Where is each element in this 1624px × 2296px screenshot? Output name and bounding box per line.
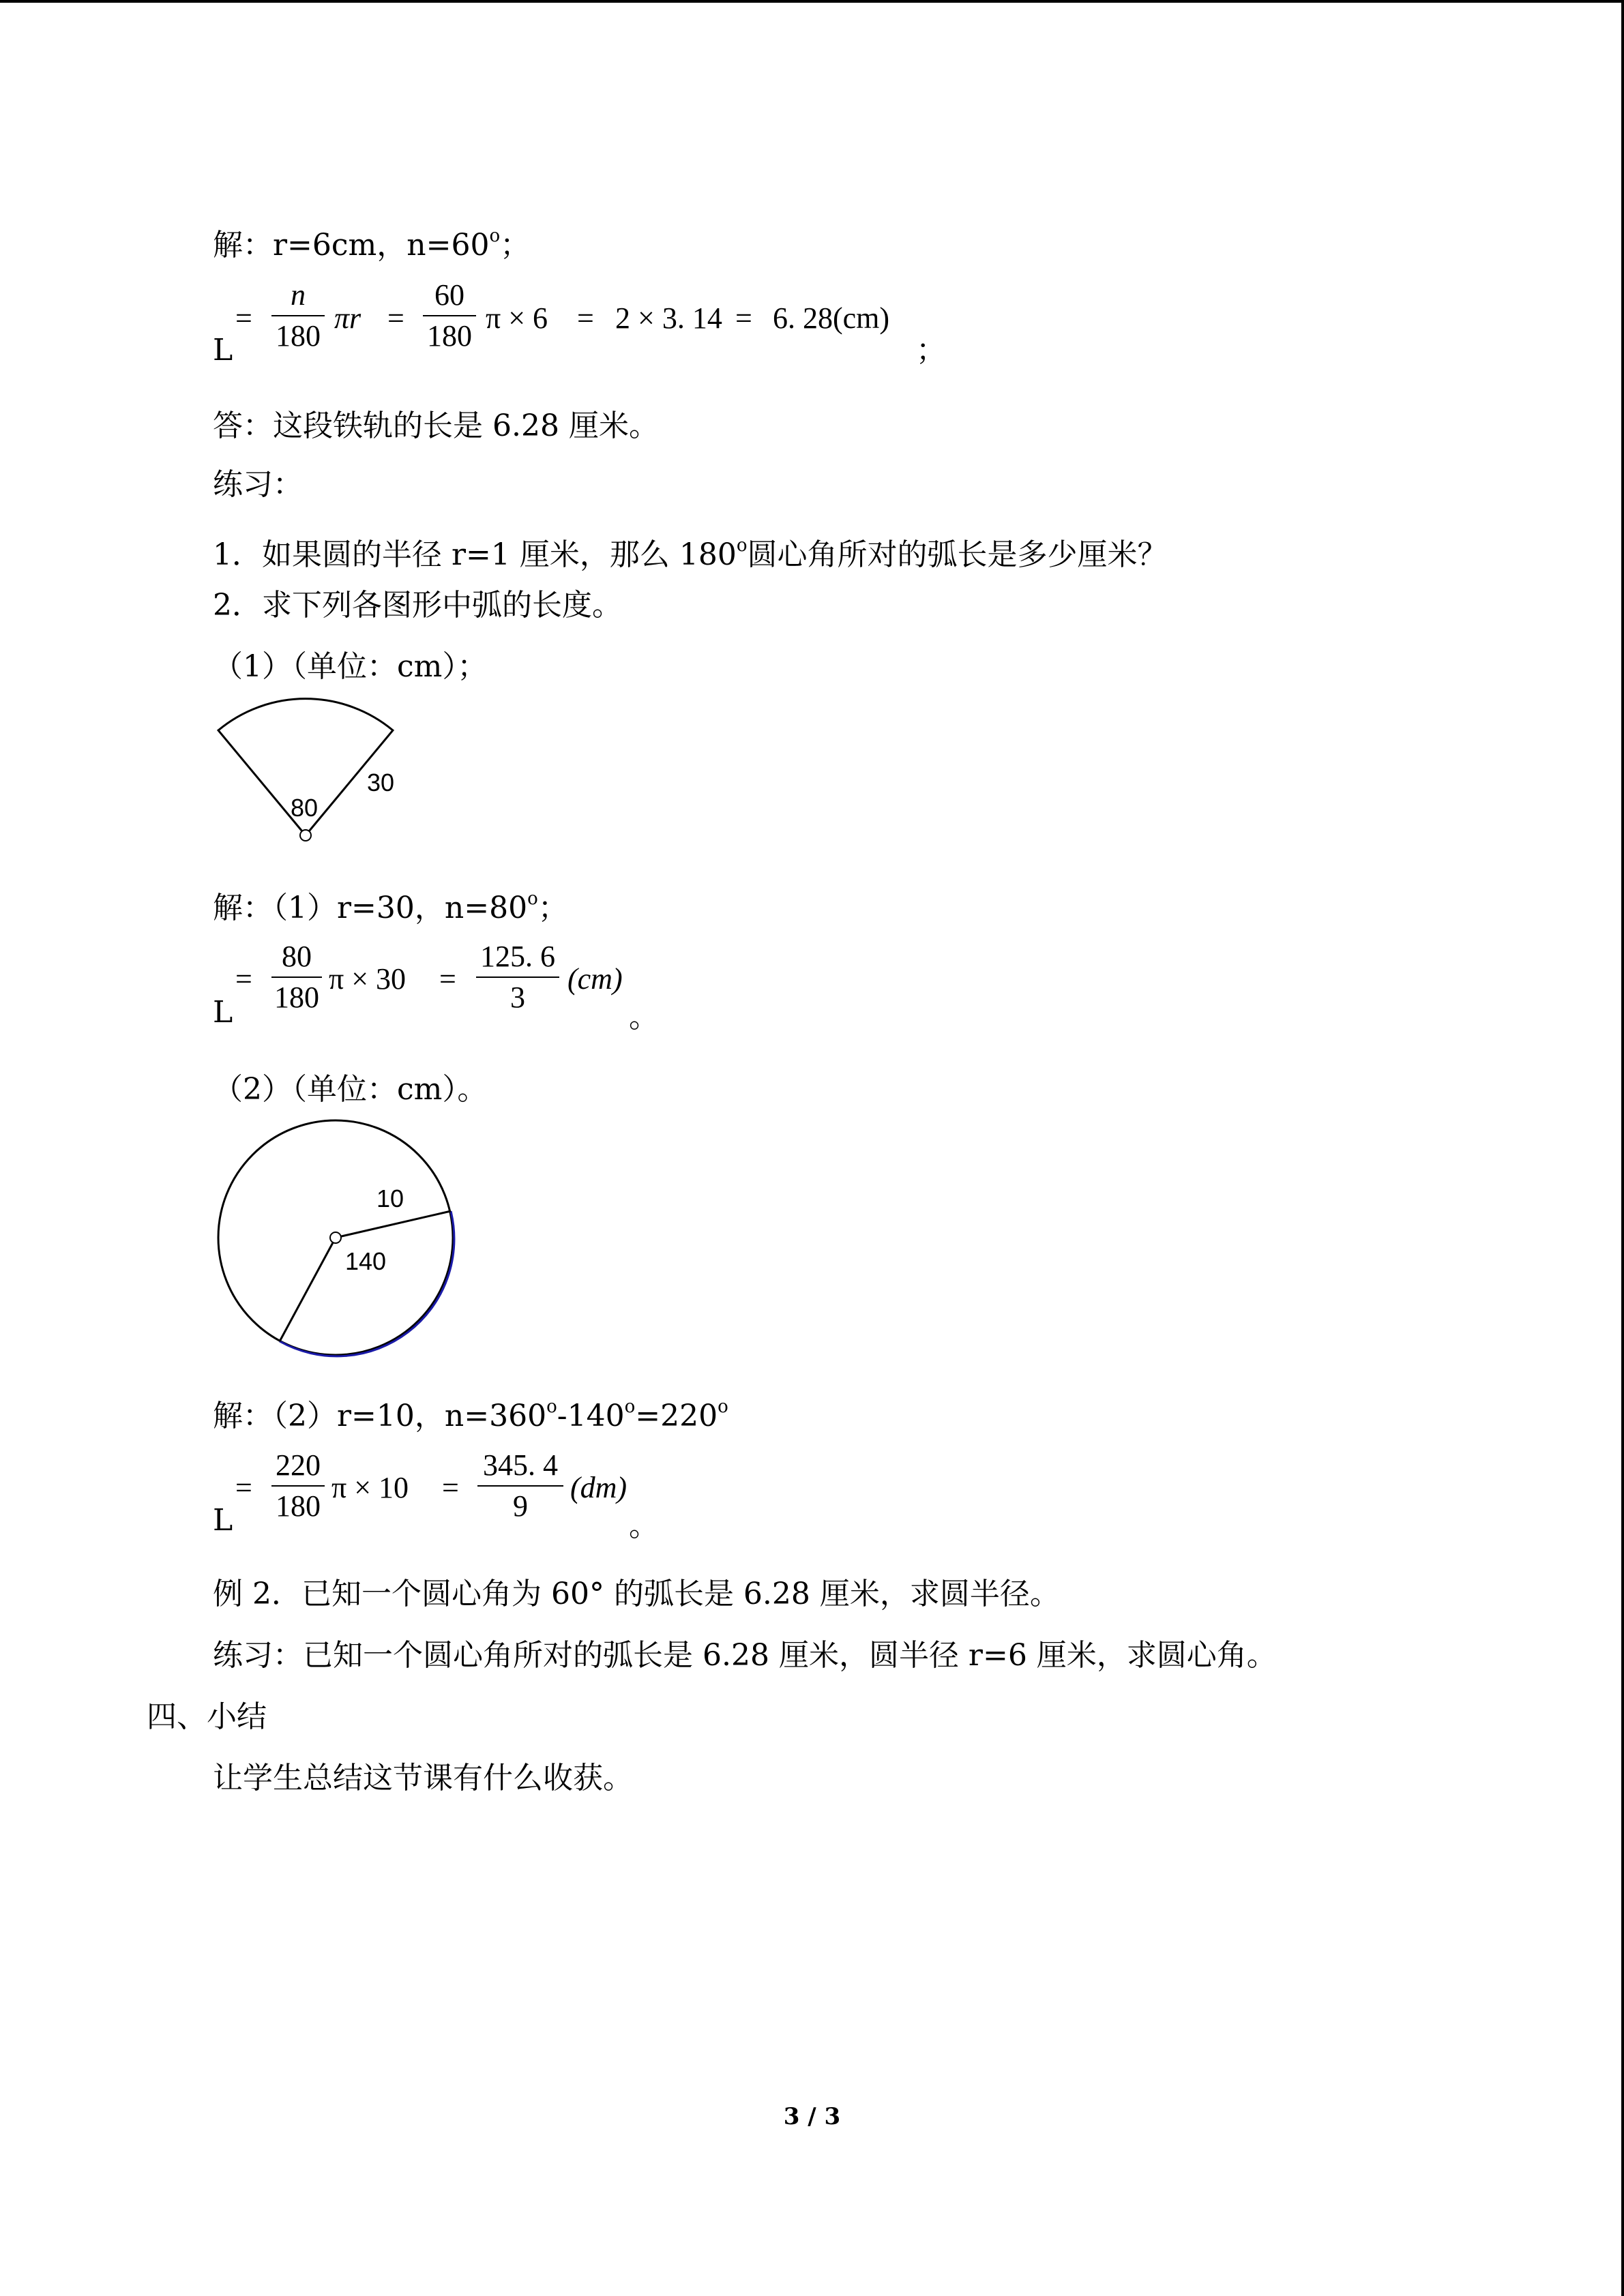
equals-sign: = xyxy=(387,301,404,335)
practice-title: 练习： xyxy=(213,467,303,502)
equals-sign: = xyxy=(735,301,752,335)
radius-line-2 xyxy=(280,1238,336,1341)
fraction-345.4-over-9: 345. 4 9 xyxy=(477,1450,563,1522)
fraction-220-over-180: 220 180 xyxy=(271,1450,325,1522)
summary: 让学生总结这节课有什么收获。 xyxy=(213,1761,633,1795)
fraction-125.6-over-3: 125. 6 3 xyxy=(476,941,559,1013)
example2: 例 2．已知一个圆心角为 60° 的弧长是 6.28 厘米，求圆半径。 xyxy=(213,1577,1060,1611)
practice2: 练习：已知一个圆心角所对的弧长是 6.28 厘米，圆半径 r=6 厘米，求圆心角。 xyxy=(213,1638,1277,1673)
pi-times-30: π × 30 xyxy=(329,962,407,996)
angle-label: 80 xyxy=(291,794,319,822)
equals-sign: = xyxy=(442,1471,459,1504)
part1-label: （1）（单位：cm）； xyxy=(213,649,488,684)
equals-sign: = xyxy=(235,1471,252,1504)
answer1: 答：这段铁轨的长是 6.28 厘米。 xyxy=(213,408,659,443)
radius-line-1 xyxy=(336,1211,451,1238)
page-number: 3 / 3 xyxy=(783,2103,841,2130)
part2-label: （2）（单位：cm）。 xyxy=(213,1072,488,1107)
pi-r: πr xyxy=(334,301,361,335)
section4-heading: 四、小结 xyxy=(147,1699,267,1734)
product: 2 × 3. 14 xyxy=(615,301,722,335)
center-point xyxy=(330,1232,341,1243)
formula-L: L xyxy=(213,995,233,1030)
equals-sign: = xyxy=(235,301,252,335)
solution1-given: 解：r=6cm，$n=60^o$； xyxy=(213,226,531,263)
page-top-border xyxy=(0,0,1624,3)
solution-part2-given: 解：（2）r=10，$n=360^o-140^o=220^o$ xyxy=(213,1397,728,1433)
sector-figure xyxy=(205,689,409,852)
radius-label: 10 xyxy=(377,1184,404,1212)
center-point xyxy=(300,830,311,841)
formula-L: L xyxy=(213,333,233,368)
unit: (cm) xyxy=(567,962,623,996)
pi-times-10: π × 10 xyxy=(331,1471,409,1504)
arc-highlight xyxy=(280,1211,454,1356)
equals-sign: = xyxy=(235,962,252,996)
semicolon: ； xyxy=(916,333,946,367)
page-right-border xyxy=(1621,0,1624,2296)
result: 6. 28(cm) xyxy=(773,301,890,335)
circle-figure xyxy=(205,1112,464,1371)
fraction-n-over-180: n 180 xyxy=(271,280,325,352)
solution-part1-given: 解：（1）r=30，$n=80^o$； xyxy=(213,889,568,925)
period: 。 xyxy=(629,1000,659,1034)
equals-sign: = xyxy=(577,301,594,335)
unit: (dm) xyxy=(570,1471,628,1504)
period: 。 xyxy=(629,1509,659,1542)
pi-times-6: π × 6 xyxy=(486,301,548,335)
angle-label: 140 xyxy=(345,1247,387,1275)
fraction-80-over-180: 80 180 xyxy=(271,941,322,1013)
formula-L: L xyxy=(213,1503,233,1538)
radius-label: 30 xyxy=(367,769,395,796)
question2: 2．求下列各图形中弧的长度。 xyxy=(213,588,622,623)
fraction-60-over-180: 60 180 xyxy=(423,280,476,352)
equals-sign: = xyxy=(439,962,456,996)
question1: 1．如果圆的半径 r=1 厘米，那么 180$^o$圆心角所对的弧长是多少厘米？ xyxy=(213,535,1168,572)
